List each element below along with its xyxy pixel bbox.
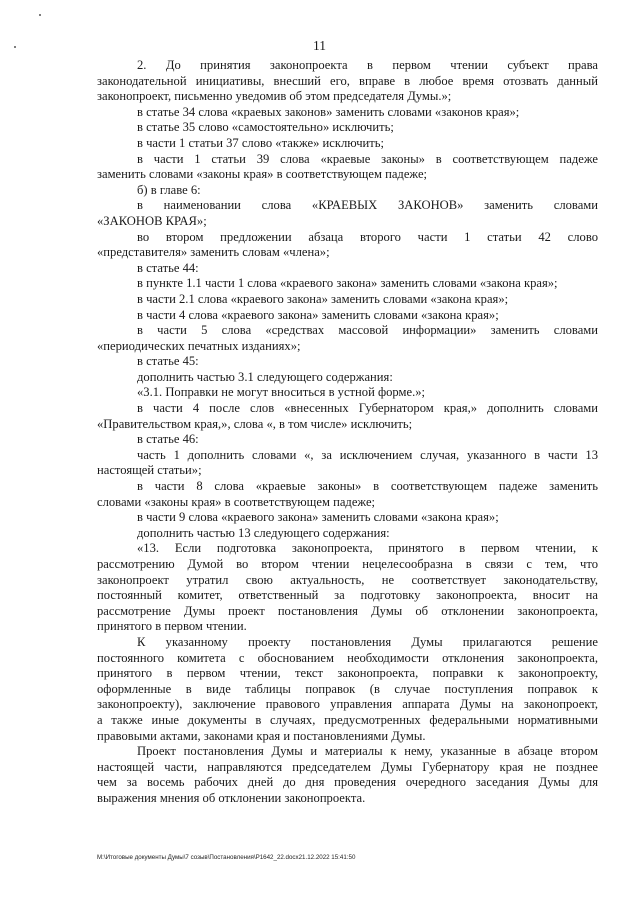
text-line: «ЗАКОНОВ КРАЯ»;	[97, 213, 207, 228]
text-line: принятого в первом чтении.	[97, 619, 247, 634]
text-line: в статье 34 слова «краевых законов» заменить словами «законов края»;	[137, 104, 520, 119]
text-line: в части 9 слова «краевого закона» заменить словами «закона края»;	[137, 510, 499, 525]
text-line: выражения мнения об отклонении законопроекта.	[97, 790, 366, 805]
text-line: рассмотрению Думой во втором чтении нецелесообразна в связи с тем, что	[97, 557, 598, 571]
text-line: в части 2.1 слова «краевого закона» заменить словами «закона края»;	[137, 291, 509, 306]
text-line: законопроект, письменно уведомив об этом председателя Думы.»;	[97, 89, 452, 104]
text-line: в части 1 статьи 39 слова «краевые законы» в соответствующем падеже	[137, 151, 598, 166]
text-line: законопроекту), заключение правового управления аппарата Думы на законопроект,	[97, 697, 598, 712]
text-line: принятого в первом чтении, текст законопроекта, поправки к законопроекту,	[97, 666, 598, 681]
text-line: «периодических печатных изданиях»;	[97, 338, 301, 353]
text-line: в статье 46:	[137, 432, 199, 447]
text-line: в части 4 слова «краевого закона» заменить словами «закона края»;	[137, 307, 499, 322]
text-line: в пункте 1.1 части 1 слова «краевого закона» заменить словами «закона края»;	[137, 276, 558, 291]
text-line: в статье 44:	[137, 260, 199, 275]
text-line: настоящей статьи»;	[97, 463, 202, 478]
text-line: а также иные документы в случаях, предусмотренных федеральными нормативными	[97, 712, 598, 727]
text-line: «13. Если подготовка законопроекта, принятого в первом чтении, к	[137, 541, 598, 556]
file-path-footer: M:\Итоговые документы Думы\7 созыв\Постановления\P1642_22.docx21.12.2022 15:41:50	[97, 854, 356, 861]
text-line: законодательной инициативы, внесший его, вправе в любое время отозвать данный	[97, 73, 598, 88]
text-line: «Правительством края,», слова «, в том числе» исключить;	[97, 416, 413, 431]
text-line: часть 1 дополнить словами «, за исключением случая, указанного в части 13	[137, 447, 598, 462]
text-line: чем за восемь рабочих дней до дня проведения очередного заседания Думы для	[97, 775, 598, 790]
text-line: во втором предложении абзаца второго части 1 статьи 42 слово	[137, 229, 598, 244]
text-line: К указанному проекту постановления Думы прилагаются решение	[137, 634, 598, 649]
text-line: в статье 35 слово «самостоятельно» исключить;	[137, 120, 394, 135]
text-line: «3.1. Поправки не могут вноситься в устной форме.»;	[137, 385, 426, 400]
text-line: оформленные в виде таблицы поправок (в случае поступления поправок к	[97, 681, 598, 696]
text-line: в части 4 после слов «внесенных Губернатором края,» дополнить словами	[137, 401, 598, 416]
text-line: настоящей части, направляются председателем Думы Губернатору края не позднее	[97, 759, 598, 774]
page-number: 11	[313, 38, 326, 53]
text-line: Проект постановления Думы и материалы к нему, указанные в абзаце втором	[137, 744, 598, 759]
text-line: правовыми актами, законами края и постановлениями Думы.	[97, 728, 426, 743]
text-line: б) в главе 6:	[137, 182, 201, 197]
text-line: 2. До принятия законопроекта в первом чтении субъект права	[137, 58, 598, 72]
text-line: словами «законы края» в соответствующем падеже;	[97, 494, 376, 509]
text-line: в наименовании слова «КРАЕВЫХ ЗАКОНОВ» заменить словами	[137, 198, 598, 213]
text-line: заменить словами «законы края» в соответствующем падеже;	[97, 167, 428, 182]
text-line: «представителя» заменить словам «члена»;	[97, 245, 330, 260]
text-line: в части 5 слова «средствах массовой информации» заменить словами	[137, 323, 598, 338]
text-line: рассмотрение Думы проект постановления Думы об отклонении законопроекта,	[97, 603, 598, 618]
text-line: в статье 45:	[137, 354, 199, 369]
text-line: постоянный комитет, ответственный за подготовку законопроекта, вносит на	[97, 588, 598, 603]
scan-speck	[39, 14, 41, 16]
document-body	[97, 58, 598, 807]
text-line: постоянного комитета с обоснованием необходимости отклонения законопроекта,	[97, 650, 598, 665]
text-line: законопроект утратил свою актуальность, не соответствует законодательству,	[97, 572, 598, 587]
text-line: дополнить частью 13 следующего содержания:	[137, 525, 390, 540]
text-line: в части 8 слова «краевые законы» в соответствующем падеже заменить	[137, 479, 598, 494]
text-line: в части 1 статьи 37 слово «также» исключить;	[137, 135, 385, 150]
text-line: дополнить частью 3.1 следующего содержания:	[137, 369, 393, 384]
